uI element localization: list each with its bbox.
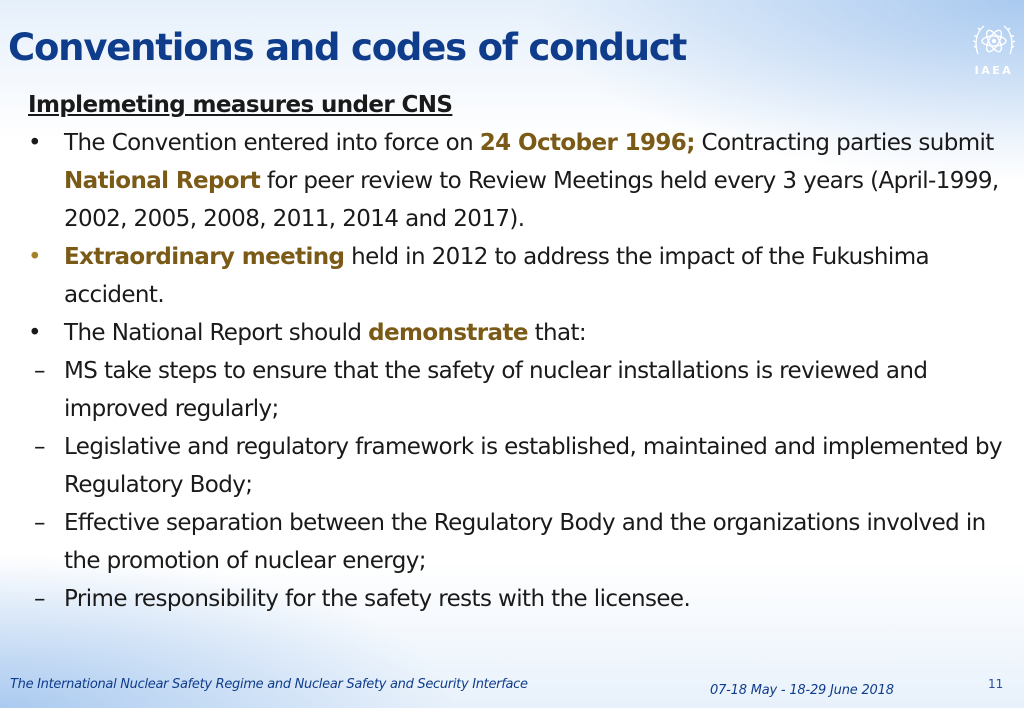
- bullet-2-highlight: Extraordinary meeting: [64, 244, 345, 270]
- dash-marker: –: [34, 434, 45, 460]
- bullet-item-2: [28, 238, 1008, 314]
- dash-item-3: [28, 504, 1008, 580]
- iaea-logo: [968, 18, 1020, 80]
- dash-item-text: MS take steps to ensure that the safety of nuclear installations is reviewed and improved regularly;: [64, 358, 928, 422]
- bullet-item-1: [28, 124, 1008, 238]
- page-number: 11: [988, 677, 1004, 691]
- dash-item-2: [28, 428, 1008, 504]
- bullet-1-text-2: Contracting parties submit: [694, 130, 994, 156]
- iaea-atom-logo-icon: [968, 18, 1020, 64]
- dash-marker: –: [34, 358, 45, 384]
- bullet-item-3: [28, 314, 1008, 352]
- dash-item-1: [28, 352, 1008, 428]
- dash-marker: –: [34, 510, 45, 536]
- dash-item-text: Prime responsibility for the safety rests with the licensee.: [64, 586, 691, 612]
- iaea-logo-text: IAEA: [974, 64, 1014, 77]
- bullet-3-text-1: The National Report should: [64, 320, 369, 346]
- bullet-1-text-3: for peer review to Review Meetings held every 3 years (April-1999, 2002, 2005, 2008, 2011, 2014 and 2017).: [64, 168, 999, 232]
- dash-item-4: [28, 580, 1008, 618]
- bullet-2-text-1: held in 2012 to address the impact of the Fukushima accident.: [64, 244, 930, 308]
- bullet-3-highlight: demonstrate: [368, 320, 528, 346]
- footer-dates: 07-18 May - 18-29 June 2018: [710, 683, 894, 698]
- bullet-marker: •: [28, 130, 41, 156]
- bullet-3-text-2: that:: [527, 320, 587, 346]
- slide-title: Conventions and codes of conduct: [8, 26, 687, 69]
- bullet-1-text-1: The Convention entered into force on: [64, 130, 480, 156]
- dash-item-text: Effective separation between the Regulatory Body and the organizations involved in the promotion of nuclear energy;: [64, 510, 986, 574]
- slide-content: [28, 86, 1008, 618]
- bullet-marker-highlighted: •: [28, 244, 41, 270]
- bullet-marker: •: [28, 320, 41, 346]
- dash-marker: –: [34, 586, 45, 612]
- section-subheading: Implemeting measures under CNS: [28, 92, 453, 118]
- bullet-1-highlight-date: 24 October 1996;: [479, 130, 695, 156]
- footer-course-title: The International Nuclear Safety Regime and Nuclear Safety and Security Interface: [10, 677, 528, 692]
- bullet-1-highlight-report: National Report: [64, 168, 261, 194]
- dash-item-text: Legislative and regulatory framework is established, maintained and implemented by Regulatory Body;: [64, 434, 1003, 498]
